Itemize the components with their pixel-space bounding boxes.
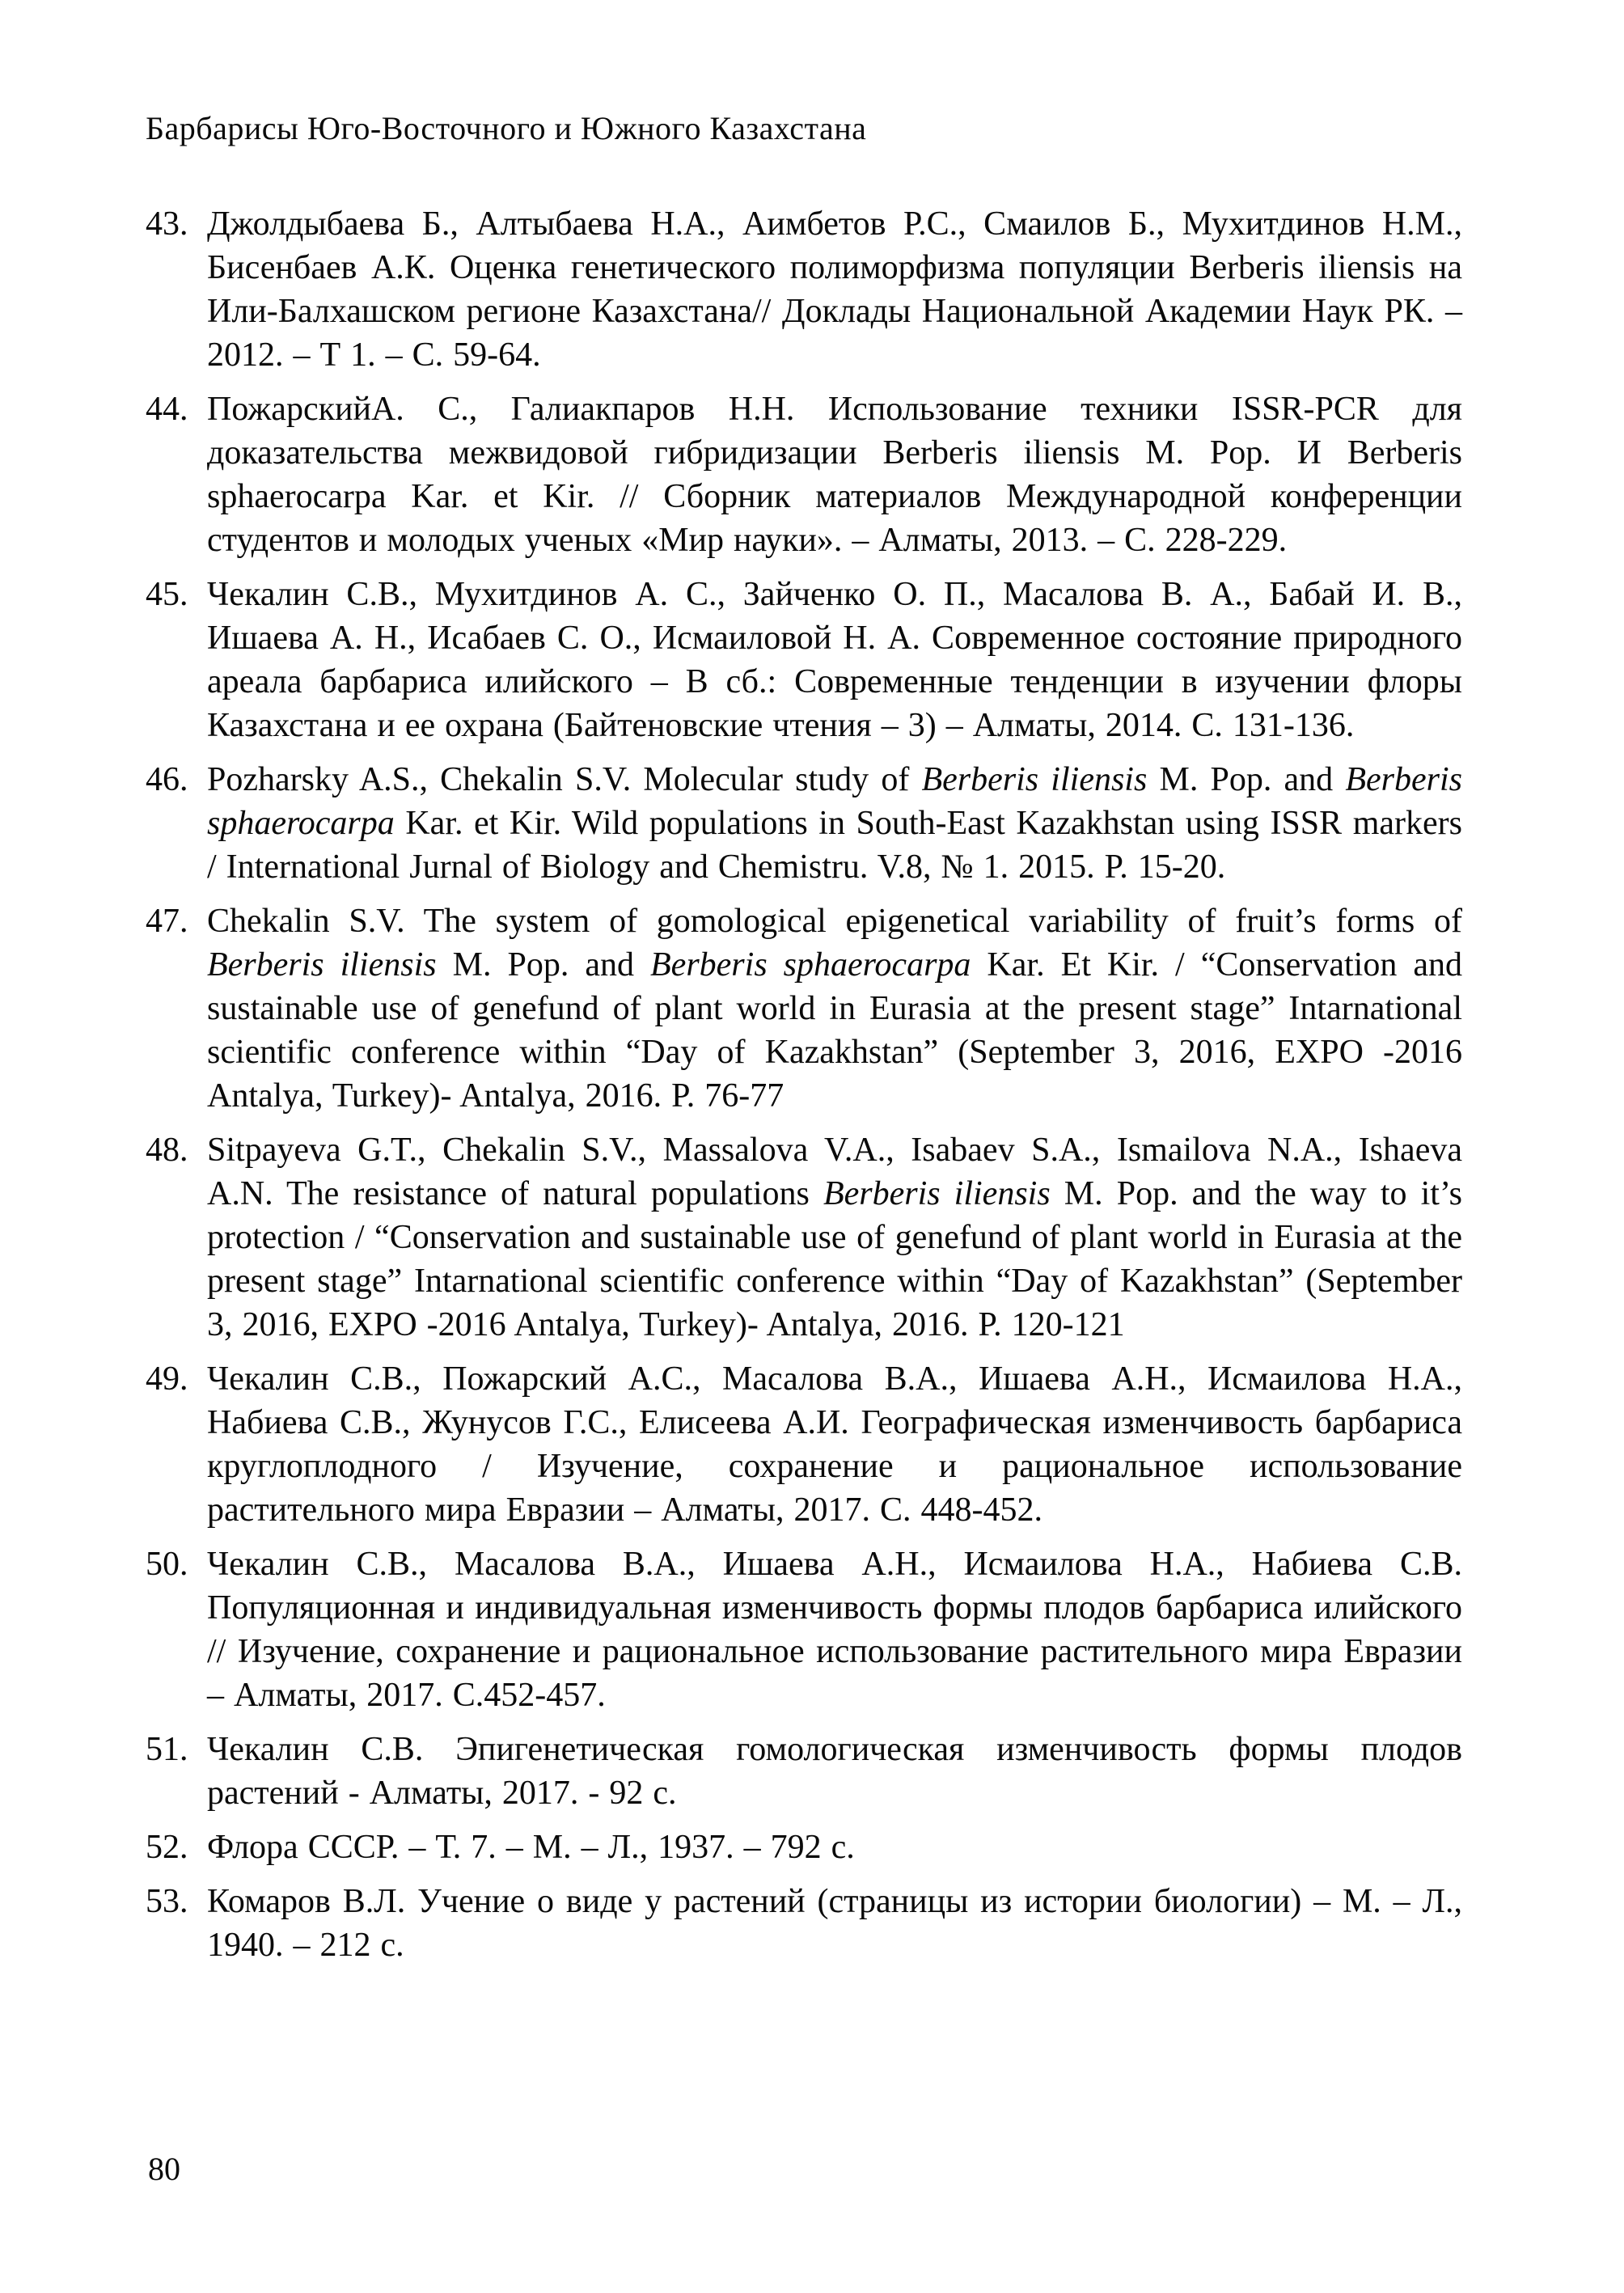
species-name-italic: Berberis iliensis [823,1175,1051,1212]
reference-text-segment: Чекалин С.В., Масалова В.А., Ишаева А.Н., Исмаилова Н.А., Набиева С.В. Популяционная и индивидуальная изменчивость формы плодов барбариса илийского // Изучение, сохранение и рациональное использование растительного мира Евразии – Алматы, 2017. С.452-457. [207,1546,1462,1714]
reference-number: 50. [146,1546,188,1583]
reference-number: 48. [146,1132,188,1169]
reference-item [146,1728,1462,1815]
reference-text [207,1728,1462,1815]
page-number: 80 [148,2151,180,2187]
reference-number: 53. [146,1883,188,1920]
reference-text-segment: M. Pop. and the way to it’s protection / “Conservation and sustainable use of genefund of plant world in Eurasia at the present stage” Intarnational scientific conference within “Day of Kazakhstan” (September 3, 2016, EXPO -2016 Antalya, Turkey)- Antalya, 2016. P. 120-121 [207,1175,1462,1343]
reference-text-segment: Чекалин С.В., Пожарский А.С., Масалова В.А., Ишаева А.Н., Исмаилова Н.А., Набиева С.В., Жунусов Г.С., Елисеева А.И. Географическая изменчивость барбариса круглоплодного / Изучение, сохранение и рациональное использование растительного мира Евразии – Алматы, 2017. С. 448-452. [207,1360,1462,1529]
reference-text-segment: M. Pop. and [436,946,651,984]
reference-text-segment: Чекалин С.В., Мухитдинов А. С., Зайченко О. П., Масалова В. А., Бабай И. В., Ишаева А. Н., Исабаев С. О., Исмаиловой Н. А. Современное состояние природного ареала барбариса илийского – В сб.: Современные тенденции в изучении флоры Казахстана и ее охрана (Байтеновские чтения – 3) – Алматы, 2014. С. 131-136. [207,576,1462,744]
reference-text [207,899,1462,1118]
reference-text-segment: ПожарскийА. С., Галиакпаров Н.Н. Использование техники ISSR-PCR для доказательства межвидовой гибридизации Berberis iliensis M. Pop. И Berberis sphaerocarpa Kar. et Kir. // Сборник материалов Международной конференции студентов и молодых ученых «Мир науки». – Алматы, 2013. – С. 228-229. [207,391,1462,559]
reference-text-segment: Флора СССР. – Т. 7. – М. – Л., 1937. – 792 с. [207,1829,855,1866]
reference-number: 43. [146,205,188,243]
reference-text [207,1542,1462,1717]
references-list [146,202,1462,1967]
reference-item [146,387,1462,562]
reference-item [146,1542,1462,1717]
reference-text [207,1128,1462,1347]
reference-text-segment: Чекалин С.В. Эпигенетическая гомологическая изменчивость формы плодов растений - Алматы, 2017. - 92 с. [207,1731,1462,1812]
species-name-italic: Berberis sphaerocarpa [207,761,1462,842]
reference-item [146,1880,1462,1967]
page-title: Барбарисы Юго-Восточного и Южного Казахстана [146,110,867,146]
species-name-italic: Berberis sphaerocarpa [650,946,971,984]
reference-text [207,573,1462,747]
reference-number: 46. [146,761,188,798]
reference-number: 52. [146,1829,188,1866]
reference-item [146,1826,1462,1869]
species-name-italic: Berberis iliensis [921,761,1148,798]
reference-text-segment: Комаров В.Л. Учение о виде у растений (страницы из истории биологии) – М. – Л., 1940. – 212 с. [207,1883,1462,1964]
species-name-italic: Berberis iliensis [207,946,437,984]
reference-text [207,202,1462,377]
reference-text [207,387,1462,562]
reference-text-segment: Джолдыбаева Б., Алтыбаева Н.А., Аимбетов Р.С., Смаилов Б., Мухитдинов Н.М., Бисенбаев А.К. Оценка генетического полиморфизма популяции Berberis iliensis на Или-Балхашском регионе Казахстана// Доклады Национальной Академии Наук РК. – 2012. – Т 1. – С. 59-64. [207,205,1462,374]
reference-text-segment: Kar. Et Kir. / “Conservation and sustainable use of genefund of plant world in Eurasia at the present stage” Intarnational scientific conference within “Day of Kazakhstan” (September 3, 2016, EXPO -2016 Antalya, Turkey)- Antalya, 2016. P. 76-77 [207,946,1462,1115]
running-header [146,107,1462,150]
reference-text [207,1826,1462,1869]
reference-item [146,899,1462,1118]
reference-number: 51. [146,1731,188,1768]
reference-item [146,758,1462,889]
reference-item [146,1357,1462,1532]
reference-number: 44. [146,391,188,428]
reference-item [146,1128,1462,1347]
reference-text-segment: Kar. et Kir. Wild populations in South-East Kazakhstan using ISSR markers / International Jurnal of Biology and Chemistru. V.8, № 1. 2015. P. 15-20. [207,805,1462,886]
reference-number: 49. [146,1360,188,1398]
reference-number: 45. [146,576,188,613]
reference-text-segment: Chekalin S.V. The system of gomological epigenetical variability of fruit’s forms of [207,903,1462,940]
reference-text-segment: Pozharsky A.S., Chekalin S.V. Molecular study of [207,761,922,798]
reference-text [207,1357,1462,1532]
reference-text [207,758,1462,889]
reference-text-segment: Sitpayeva G.T., Chekalin S.V., Massalova V.A., Isabaev S.A., Ismailova N.A., Ishaeva A.N. The resistance of natural populations [207,1132,1462,1212]
reference-text-segment: M. Pop. and [1147,761,1346,798]
reference-item [146,573,1462,747]
reference-item [146,202,1462,377]
reference-number: 47. [146,903,188,940]
reference-text [207,1880,1462,1967]
